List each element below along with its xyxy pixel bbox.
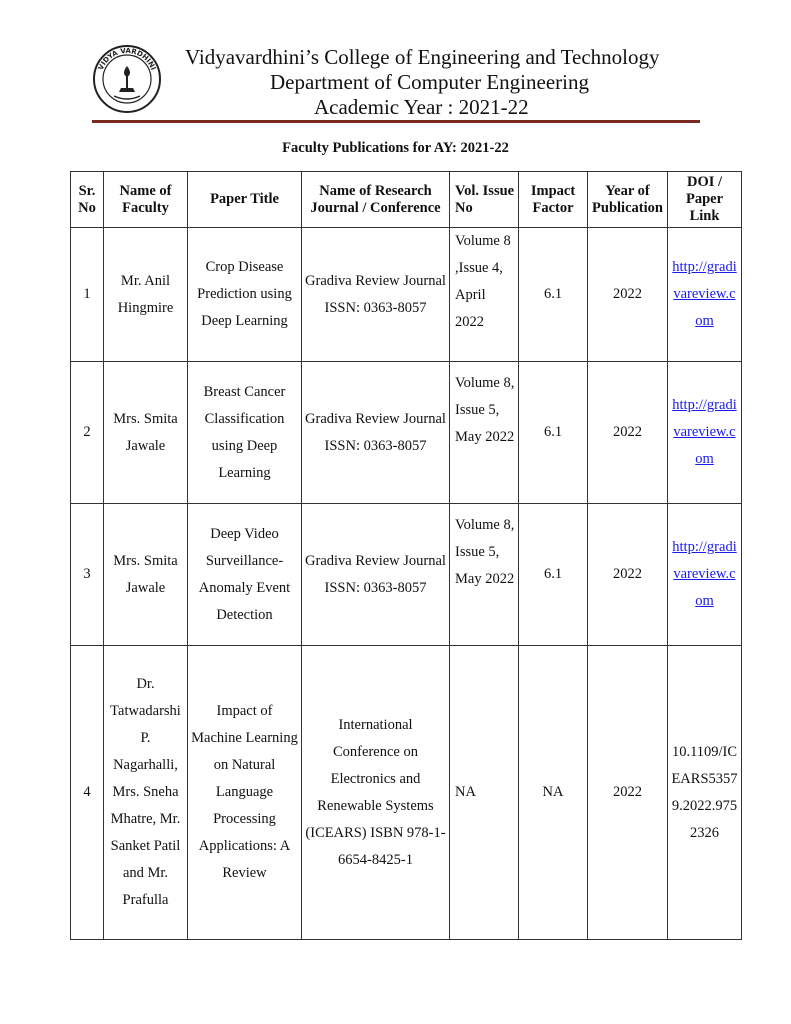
cell-volume: Volume 8 ,Issue 4, April 2022 bbox=[450, 228, 519, 362]
cell-impact: 6.1 bbox=[519, 504, 588, 646]
header-paper-title: Paper Title bbox=[188, 172, 302, 228]
header-year: Year of Publication bbox=[588, 172, 668, 228]
cell-volume: Volume 8, Issue 5, May 2022 bbox=[450, 504, 519, 646]
cell-year: 2022 bbox=[588, 646, 668, 940]
cell-volume: Volume 8, Issue 5, May 2022 bbox=[450, 362, 519, 504]
cell-journal: Gradiva Review Journal ISSN: 0363-8057 bbox=[302, 228, 450, 362]
cell-paper-title: Crop Disease Prediction using Deep Learning bbox=[188, 228, 302, 362]
cell-sr: 4 bbox=[71, 646, 104, 940]
college-name: Vidyavardhini’s College of Engineering and Technology bbox=[185, 45, 660, 69]
cell-sr: 3 bbox=[71, 504, 104, 646]
publications-table bbox=[70, 171, 742, 940]
table-row bbox=[71, 362, 742, 504]
logo-text: VIDYA VARDHINI bbox=[96, 46, 158, 72]
header-sr-no: Sr. No bbox=[71, 172, 104, 228]
cell-doi bbox=[668, 228, 742, 362]
college-emblem-icon bbox=[92, 44, 162, 114]
cell-journal: International Conference on Electronics and Renewable Systems (ICEARS) ISBN 978-1-6654-8425-1 bbox=[302, 646, 450, 940]
table-header-row bbox=[71, 172, 742, 228]
cell-doi: 10.1109/ICEARS53579.2022.9752326 bbox=[668, 646, 742, 940]
cell-faculty: Mrs. Smita Jawale bbox=[104, 504, 188, 646]
doi-link[interactable]: http://gradivareview.com bbox=[672, 539, 737, 609]
header-doi: DOI / Paper Link bbox=[668, 172, 742, 228]
header-faculty: Name of Faculty bbox=[104, 172, 188, 228]
cell-journal: Gradiva Review Journal ISSN: 0363-8057 bbox=[302, 504, 450, 646]
document-header bbox=[0, 0, 791, 130]
header-journal: Name of Research Journal / Conference bbox=[302, 172, 450, 228]
cell-faculty: Mrs. Smita Jawale bbox=[104, 362, 188, 504]
header-impact-factor: Impact Factor bbox=[519, 172, 588, 228]
cell-year: 2022 bbox=[588, 228, 668, 362]
cell-year: 2022 bbox=[588, 504, 668, 646]
cell-paper-title: Breast Cancer Classification using Deep Learning bbox=[188, 362, 302, 504]
table-row bbox=[71, 646, 742, 940]
cell-faculty: Dr. Tatwadarshi P. Nagarhalli, Mrs. Sneha Mhatre, Mr. Sanket Patil and Mr. Prafulla bbox=[104, 646, 188, 940]
cell-faculty: Mr. Anil Hingmire bbox=[104, 228, 188, 362]
doi-link[interactable]: http://gradivareview.com bbox=[672, 259, 737, 329]
cell-journal: Gradiva Review Journal ISSN: 0363-8057 bbox=[302, 362, 450, 504]
page-title: Faculty Publications for AY: 2021-22 bbox=[282, 140, 509, 156]
academic-year: Academic Year : 2021-22 bbox=[314, 95, 529, 119]
cell-paper-title: Deep Video Surveillance- Anomaly Event Detection bbox=[188, 504, 302, 646]
cell-paper-title: Impact of Machine Learning on Natural Language Processing Applications: A Review bbox=[188, 646, 302, 940]
cell-volume: NA bbox=[450, 646, 519, 940]
cell-doi bbox=[668, 504, 742, 646]
cell-sr: 1 bbox=[71, 228, 104, 362]
cell-sr: 2 bbox=[71, 362, 104, 504]
table-row bbox=[71, 504, 742, 646]
cell-impact: 6.1 bbox=[519, 362, 588, 504]
cell-impact: 6.1 bbox=[519, 228, 588, 362]
doi-link[interactable]: http://gradivareview.com bbox=[672, 397, 737, 467]
header-volume: Vol. Issue No bbox=[450, 172, 519, 228]
department-name: Department of Computer Engineering bbox=[270, 70, 589, 94]
header-divider bbox=[92, 120, 700, 123]
table-row bbox=[71, 228, 742, 362]
cell-doi bbox=[668, 362, 742, 504]
cell-impact: NA bbox=[519, 646, 588, 940]
cell-year: 2022 bbox=[588, 362, 668, 504]
